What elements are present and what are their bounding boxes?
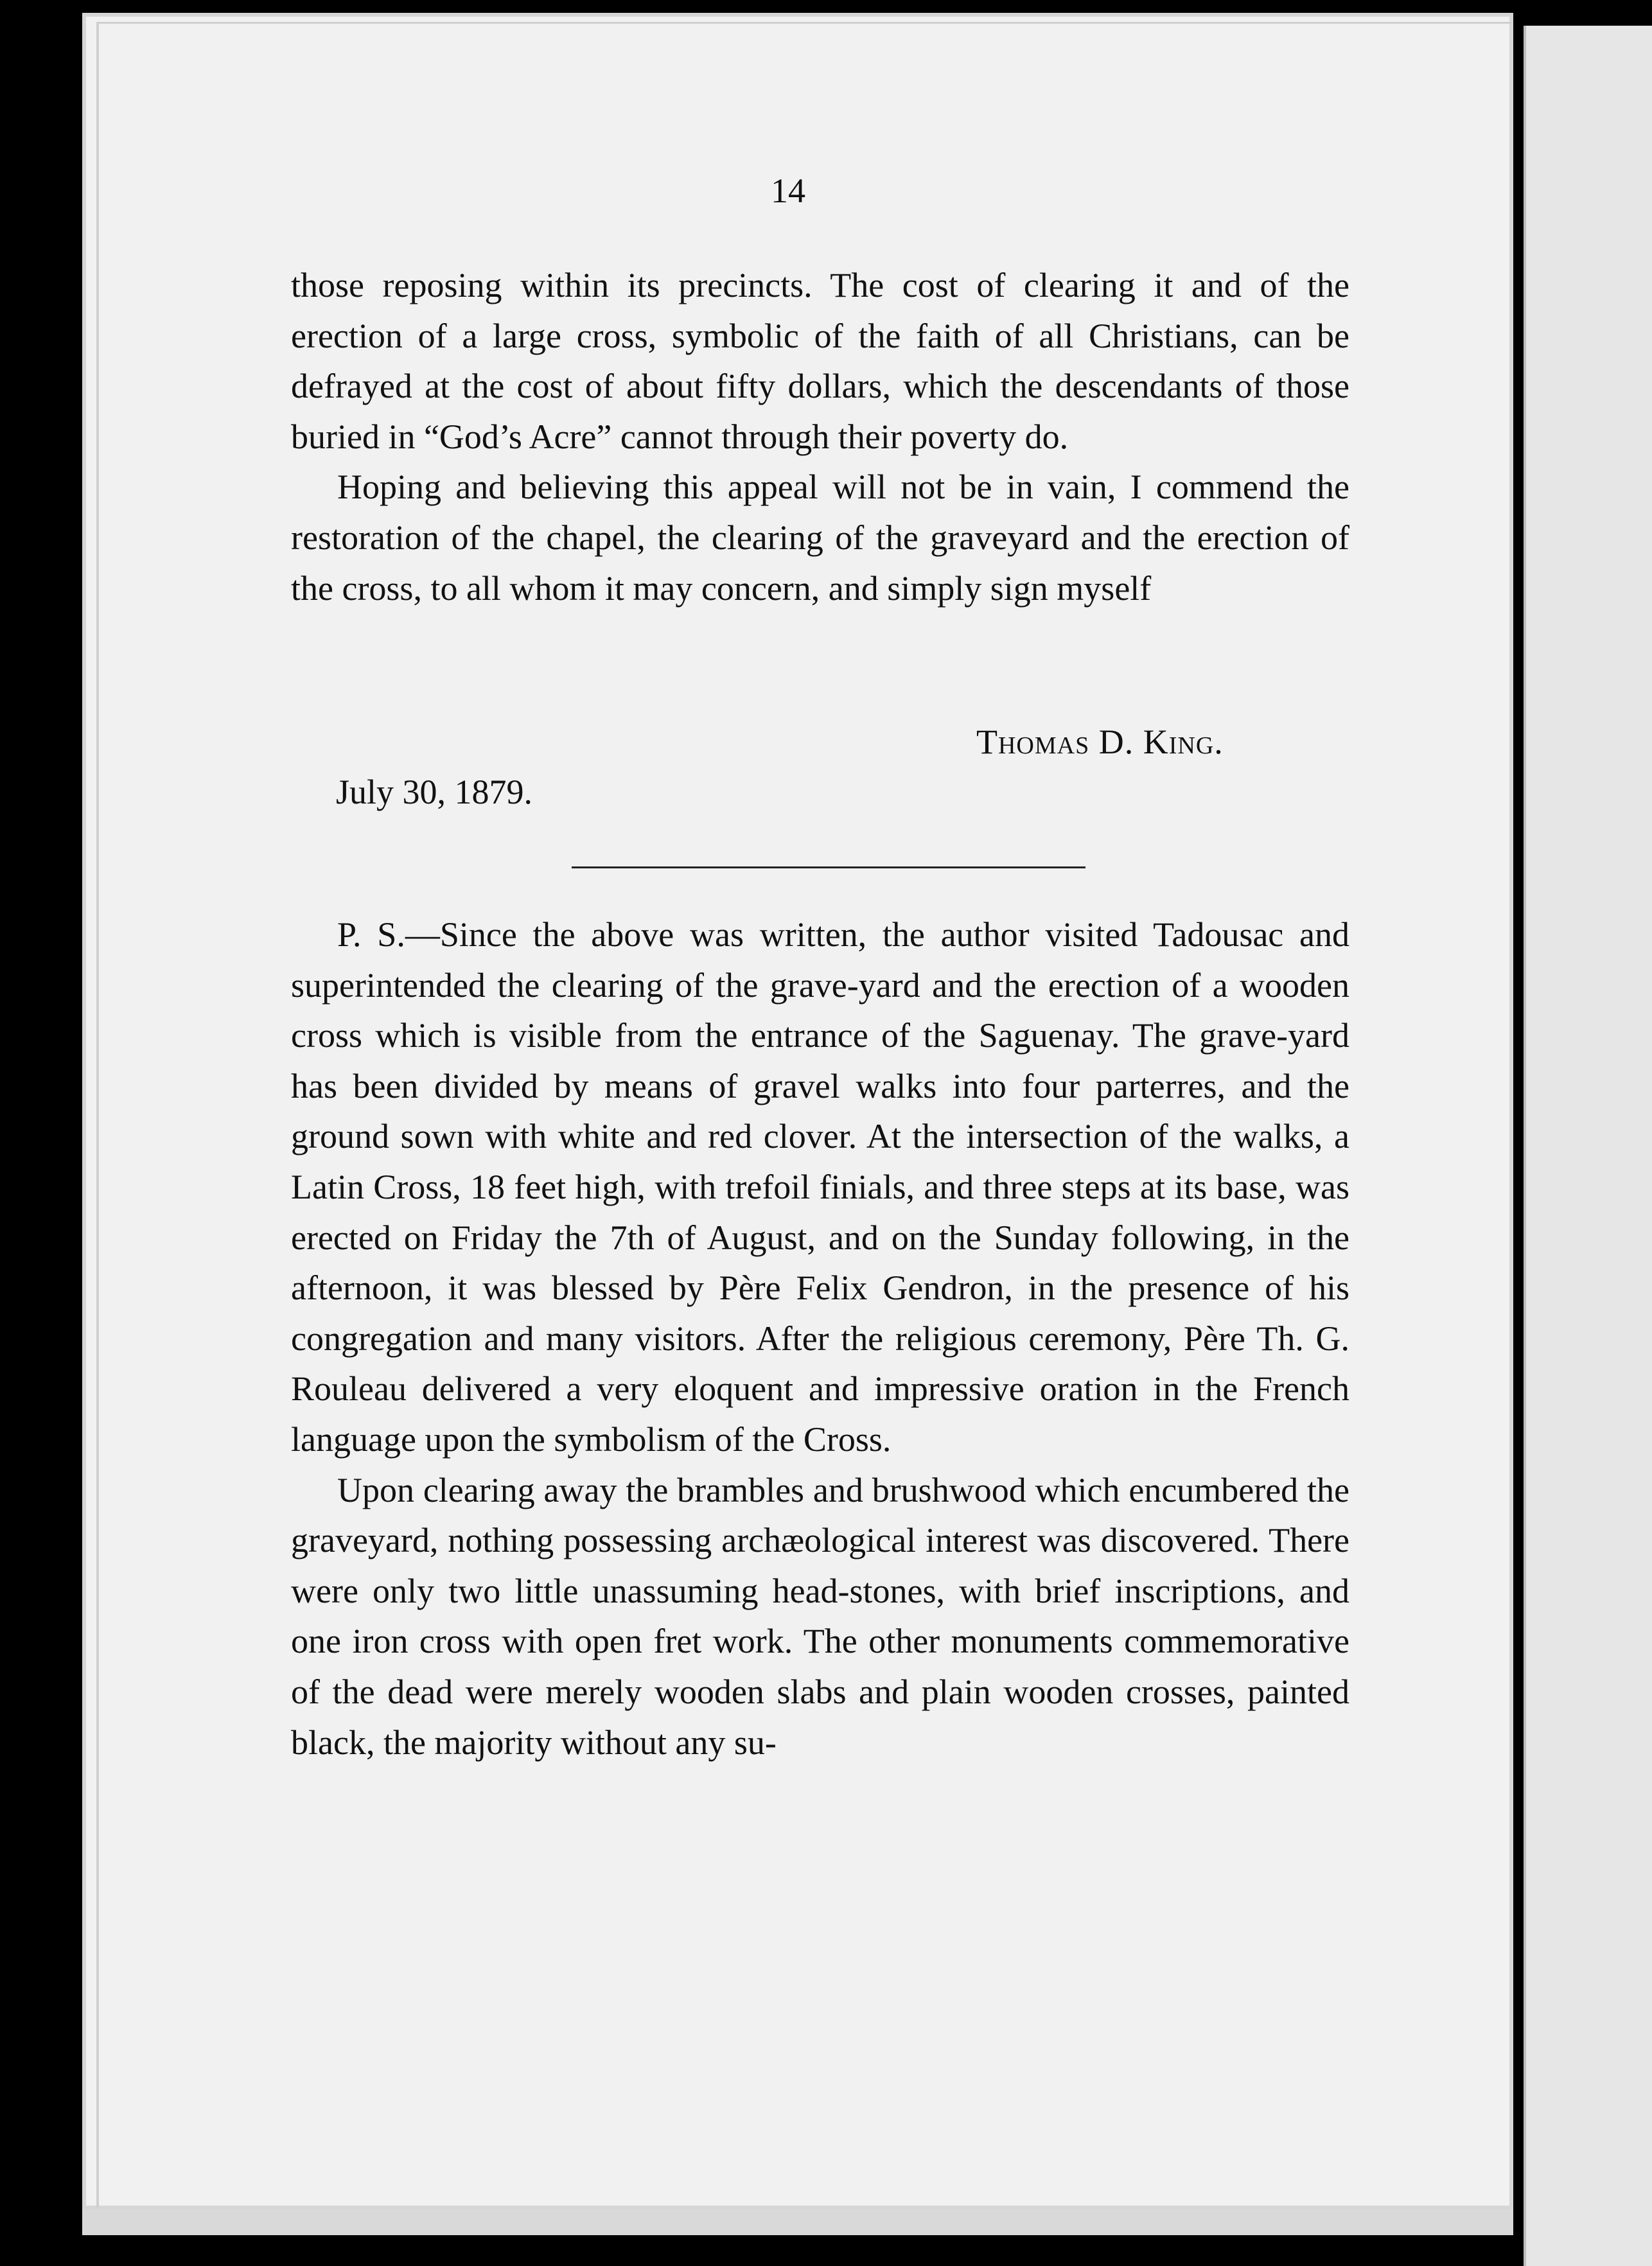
section-divider: [572, 866, 1085, 868]
paragraph-continuation: those reposing within its precincts. The cost of clearing it and of the erection of a large cross, symbolic of the faith of all Christians, can be defrayed at the cost of about fifty dollars, which the descendants of those buried in “God’s Acre” cannot through their poverty do.: [291, 266, 1349, 456]
page-bottom-strip: [82, 2209, 1513, 2235]
text-lower: [291, 909, 1349, 1768]
adjacent-page: [1524, 26, 1652, 2266]
signature: Thomas D. King.: [976, 723, 1224, 761]
text-upper: [291, 260, 1349, 613]
paragraph-graveyard: Upon clearing away the brambles and brushwood which encumbered the graveyard, nothing possessing archæological interest was discovered. There were only two little unassuming head-stones, with brief inscriptions, and one iron cross with open fret work. The other monuments commemorative of the dead were merely wooden slabs and plain wooden crosses, painted black, the majority without any su-: [291, 1470, 1349, 1762]
letter-date: July 30, 1879.: [336, 773, 533, 811]
paragraph-postscript: P. S.—Since the above was written, the author visited Tadousac and superintended the clearing of the grave-yard and the erection of a wooden cross which is visible from the entrance of the Saguenay. The grave-yard has been divided by means of gravel walks into four parterres, and the ground sown with white and red clover. At the intersection of the walks, a Latin Cross, 18 feet high, with trefoil finials, and three steps at its base, was erected on Friday the 7th of August, and on the Sunday following, in the afternoon, it was blessed by Père Felix Gendron, in the presence of his congregation and many visitors. After the religious ceremony, Père Th. G. Rouleau delivered a very eloquent and impressive oration in the French language upon the symbolism of the Cross.: [291, 915, 1349, 1459]
paragraph-appeal: Hoping and believing this appeal will not be in vain, I commend the restoration of the chapel, the clearing of the graveyard and the erection of the cross, to all whom it may concern, and simply sign myself: [291, 468, 1349, 608]
page-number: 14: [771, 171, 805, 210]
